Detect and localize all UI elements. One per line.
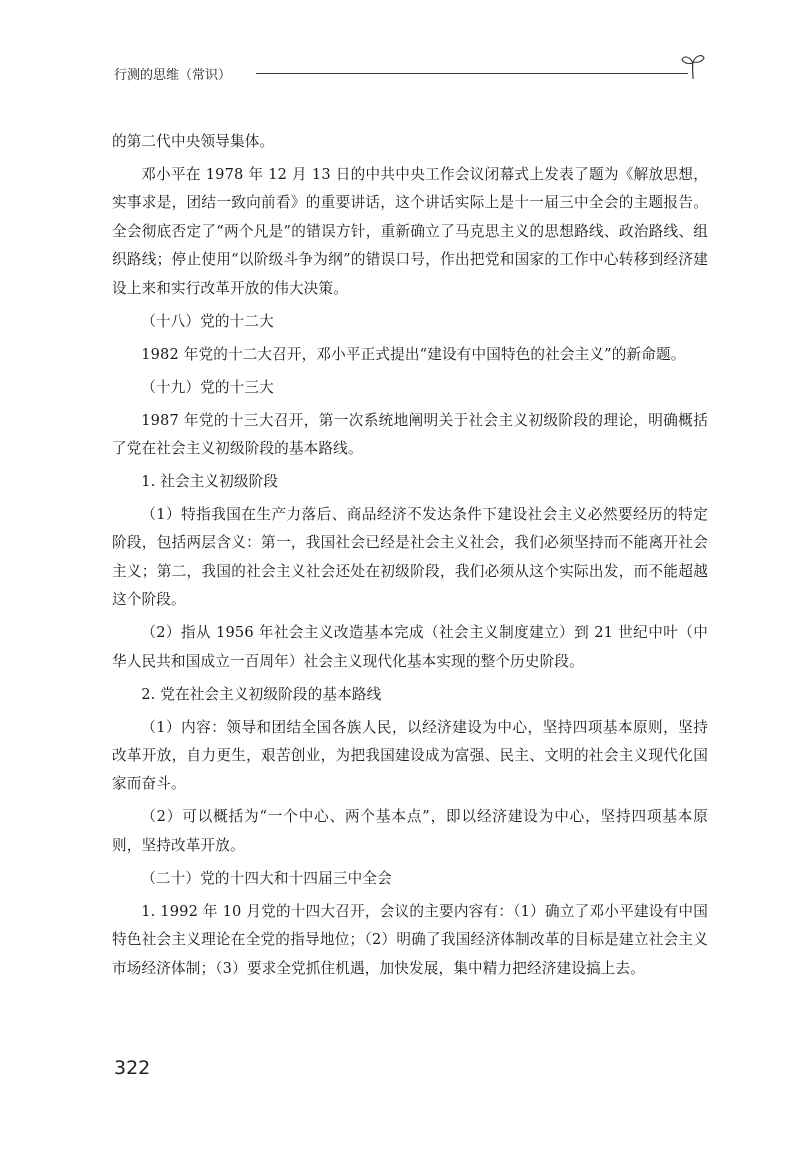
subheading-basic-line: 2. 党在社会主义初级阶段的基本路线 (141, 685, 382, 703)
section-heading-20: （二十）党的十四大和十四届三中全会 (141, 869, 392, 887)
sprout-icon (680, 52, 706, 80)
paragraph-13th-congress: 1987 年党的十三大召开，第一次系统地阐明关于社会主义初级阶段的理论，明确概括了党在社会主义初级阶段的基本路线。 (112, 411, 708, 458)
header-rule (256, 73, 688, 74)
section-heading-18: （十八）党的十二大 (141, 312, 274, 330)
section-heading-19: （十九）党的十三大 (141, 378, 274, 396)
subheading-primary-stage: 1. 社会主义初级阶段 (141, 473, 279, 491)
paragraph-basic-line-1: （1）内容：领导和团结全国各族人民，以经济建设为中心，坚持四项基本原则，坚持改革开放，自力更生，艰苦创业，为把我国建设成为富强、民主、文明的社会主义现代化国家而奋斗。 (112, 718, 708, 793)
running-header-title: 行测的思维（常识） (114, 68, 232, 83)
page-body (112, 128, 708, 988)
paragraph-basic-line-2: （2）可以概括为“一个中心、两个基本点”，即以经济建设为中心，坚持四项基本原则，坚持改革开放。 (112, 808, 708, 854)
paragraph-14th-congress: 1. 1992 年 10 月党的十四大召开，会议的主要内容有：（1）确立了邓小平建设有中国特色社会主义理论在全党的指导地位；（2）明确了我国经济体制改革的目标是建立社会主义市场经济体制；（3）要求全党抓住机遇，加快发展，集中精力把经济建设搞上去。 (112, 902, 708, 977)
paragraph-primary-stage-1: （1）特指我国在生产力落后、商品经济不发达条件下建设社会主义必然要经历的特定阶段，包括两层含义：第一，我国社会已经是社会主义社会，我们必须坚持而不能离开社会主义；第二，我国的社会主义社会还处在初级阶段，我们必须从这个实际出发，而不能超越这个阶段。 (112, 506, 708, 609)
paragraph-primary-stage-2: （2）指从 1956 年社会主义改造基本完成（社会主义制度建立）到 21 世纪中叶（中华人民共和国成立一百周年）社会主义现代化基本实现的整个历史阶段。 (112, 624, 708, 670)
page-number: 322 (114, 1057, 151, 1079)
paragraph-12th-congress: 1982 年党的十二大召开，邓小平正式提出“建设有中国特色的社会主义”的新命题。 (141, 345, 686, 363)
paragraph-deng-speech: 邓小平在 1978 年 12 月 13 日的中共中央工作会议闭幕式上发表了题为《解放思想，实事求是，团结一致向前看》的重要讲话，这个讲话实际上是十一届三中全会的主题报告。全会彻底否定了“两个凡是”的错误方针，重新确立了马克思主义的思想路线、政治路线、组织路线；停止使用“以阶级斗争为纲”的错误口号，作出把党和国家的工作中心转移到经济建设上来和实行改革开放的伟大决策。 (112, 166, 708, 297)
paragraph-continuation: 的第二代中央领导集体。 (112, 133, 275, 150)
running-header (114, 56, 704, 86)
